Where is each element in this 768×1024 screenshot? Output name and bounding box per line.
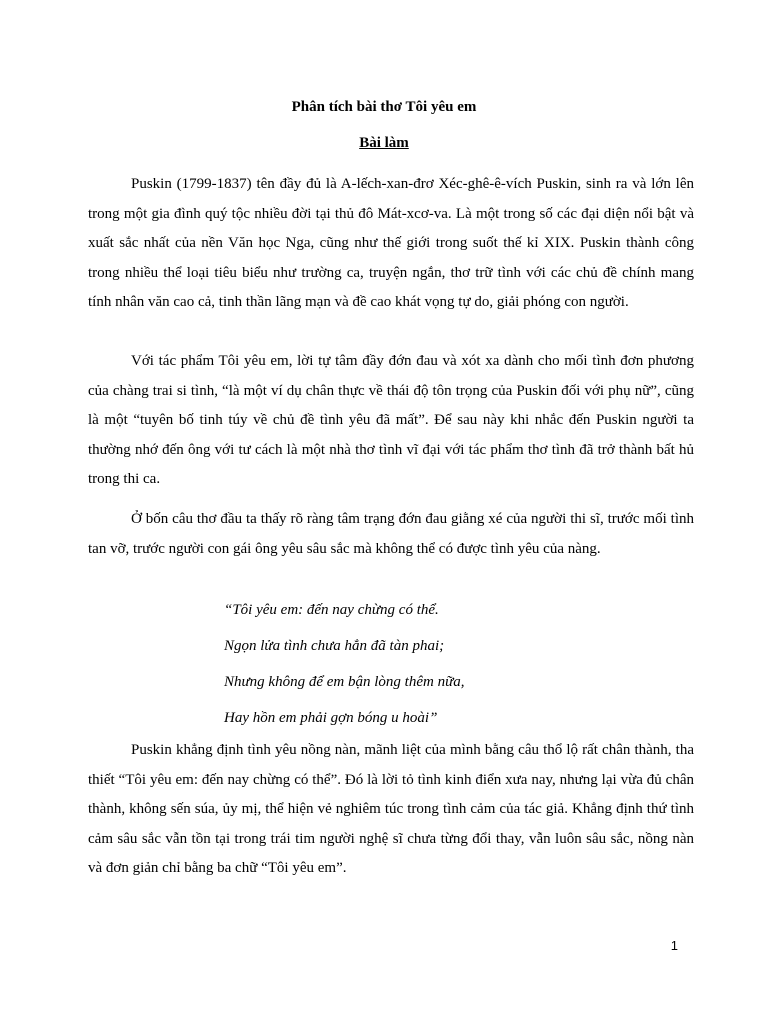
poem-line: Ngọn lửa tình chưa hẳn đã tàn phai; xyxy=(224,638,445,654)
paragraph-analysis: Puskin khẳng định tình yêu nồng nàn, mãnh liệt của mình bằng câu thổ lộ rất chân thành, tha thiết “Tôi yêu em: đến nay chừng có thể”. Đó là lời tỏ tình kinh điển xưa nay, nhưng lại vừa đủ chân thành, không sến súa, ủy mị, thể hiện vẻ nghiêm túc trong tình cảm của tác giả. Khẳng định thứ tình cảm sâu sắc vẫn tồn tại trong trái tim người nghệ sĩ chưa từng đổi thay, vẫn luôn sâu sắc, nồng nàn và đơn giản chỉ bằng ba chữ “Tôi yêu em”. xyxy=(88,742,694,876)
page-number: 1 xyxy=(670,938,678,953)
document-title: Phân tích bài thơ Tôi yêu em xyxy=(291,99,477,115)
poem-line: “Tôi yêu em: đến nay chừng có thể. xyxy=(224,602,439,618)
poem-line: Nhưng không để em bận lòng thêm nữa, xyxy=(224,674,465,690)
paragraph-intro: Puskin (1799-1837) tên đầy đủ là A-lếch-xan-đrơ Xéc-ghê-ê-vích Puskin, sinh ra và lớn lên trong một gia đình quý tộc nhiều đời tại thủ đô Mát-xcơ-va. Là một trong số các đại diện nổi bật và xuất sắc nhất của nền Văn học Nga, cũng như thế giới trong suốt thế kỉ XIX. Puskin thành công trong nhiều thể loại tiêu biểu như trường ca, truyện ngắn, thơ trữ tình với các chủ đề chính mang tính nhân văn cao cả, tinh thần lãng mạn và đề cao khát vọng tự do, giải phóng con người. xyxy=(88,176,694,310)
poem-line: Hay hồn em phải gợn bóng u hoài” xyxy=(224,710,438,726)
paragraph-first-stanza: Ở bốn câu thơ đầu ta thấy rõ ràng tâm trạng đớn đau giằng xé của người thi sĩ, trước mối tình tan vỡ, trước người con gái ông yêu sâu sắc mà không thể có được tình yêu của nàng. xyxy=(88,511,694,557)
document-subtitle: Bài làm xyxy=(359,135,409,151)
paragraph-work: Với tác phẩm Tôi yêu em, lời tự tâm đầy đớn đau và xót xa dành cho mối tình đơn phương của chàng trai si tình, “là một ví dụ chân thực về thái độ tôn trọng của Puskin đối với phụ nữ”, cũng là một “tuyên bố tinh túy về chủ đề tình yêu đã mất”. Để sau này khi nhắc đến Puskin người ta thường nhớ đến ông với tư cách là một nhà thơ tình vĩ đại với tác phẩm thơ tình đã trở thành bất hủ trong thi ca. xyxy=(88,353,694,487)
